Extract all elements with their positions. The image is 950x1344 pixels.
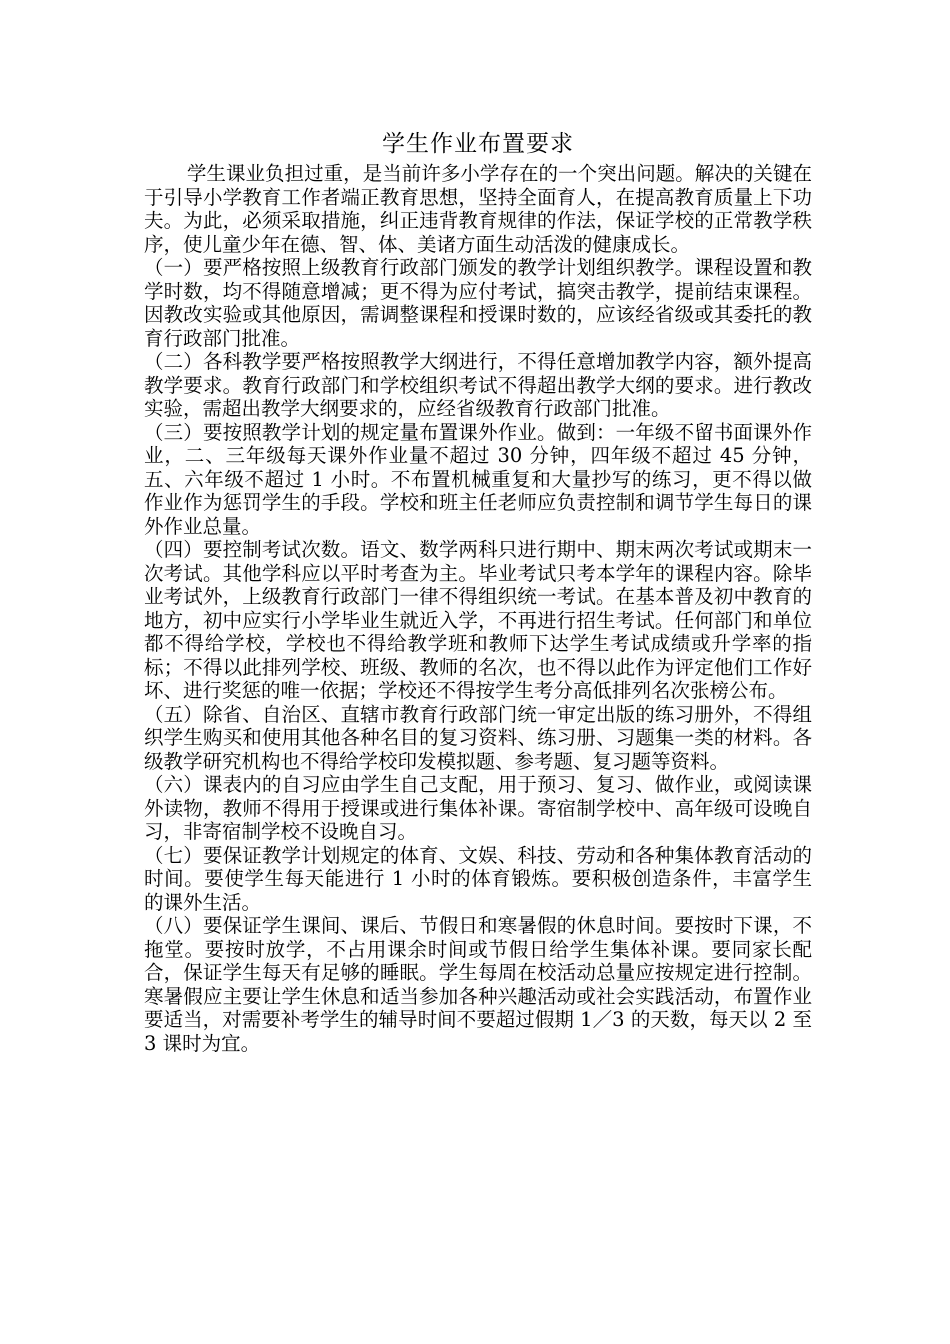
requirement-item-6: （六）课表内的自习应由学生自己支配，用于预习、复习、做作业，或阅读课外读物，教师不得用于授课或进行集体补课。寄宿制学校中、高年级可设晚自习，非寄宿制学校不设晚自习。: [144, 773, 812, 843]
intro-paragraph: 学生课业负担过重，是当前许多小学存在的一个突出问题。解决的关键在于引导小学教育工作者端正教育思想，坚持全面育人，在提高教育质量上下功夫。为此，必须采取措施，纠正违背教育规律的作法，保证学校的正常教学秩序，使儿童少年在德、智、体、美诸方面生动活泼的健康成长。: [144, 162, 812, 256]
requirement-item-7: （七）要保证教学计划规定的体育、文娱、科技、劳动和各种集体教育活动的时间。要使学生每天能进行 1 小时的体育锻炼。要积极创造条件，丰富学生的课外生活。: [144, 843, 812, 914]
requirement-item-1: （一）要严格按照上级教育行政部门颁发的教学计划组织教学。课程设置和教学时数，均不得随意增减；更不得为应付考试，搞突击教学，提前结束课程。因教改实验或其他原因，需调整课程和授课时数的，应该经省级或其委托的教育行政部门批准。: [144, 256, 812, 350]
document-page: [144, 128, 812, 1055]
requirement-item-4: （四）要控制考试次数。语文、数学两科只进行期中、期末两次考试或期末一次考试。其他学科应以平时考查为主。毕业考试只考本学年的课程内容。除毕业考试外，上级教育行政部门一律不得组织统一考试。在基本普及初中教育的地方，初中应实行小学毕业生就近入学，不再进行招生考试。任何部门和单位都不得给学校，学校也不得给教学班和教师下达学生考试成绩或升学率的指标；不得以此排列学校、班级、教师的名次，也不得以此作为评定他们工作好坏、进行奖惩的唯一依据；学校还不得按学生考分高低排列名次张榜公布。: [144, 538, 812, 702]
document-title: 学生作业布置要求: [382, 131, 574, 157]
requirement-item-5: （五）除省、自治区、直辖市教育行政部门统一审定出版的练习册外，不得组织学生购买和使用其他各种名目的复习资料、练习册、习题集一类的材料。各级教学研究机构也不得给学校印发模拟题、参考题、复习题等资料。: [144, 702, 812, 773]
requirement-item-8: （八）要保证学生课间、课后、节假日和寒暑假的休息时间。要按时下课，不拖堂。要按时放学，不占用课余时间或节假日给学生集体补课。要同家长配合，保证学生每天有足够的睡眠。学生每周在校活动总量应按规定进行控制。寒暑假应主要让学生休息和适当参加各种兴趣活动或社会实践活动，布置作业要适当，对需要补考学生的辅导时间不要超过假期 1／3 的天数，每天以 2 至 3 课时为宜。: [144, 914, 812, 1055]
requirement-item-2: （二）各科教学要严格按照教学大纲进行，不得任意增加教学内容，额外提高教学要求。教育行政部门和学校组织考试不得超出教学大纲的要求。进行教改实验，需超出教学大纲要求的，应经省级教育行政部门批准。: [144, 350, 812, 420]
requirement-item-3: （三）要按照教学计划的规定量布置课外作业。做到：一年级不留书面课外作业，二、三年级每天课外作业量不超过 30 分钟，四年级不超过 45 分钟，五、六年级不超过 1 小时。不布置机械重复和大量抄写的练习，更不得以做作业作为惩罚学生的手段。学校和班主任老师应负责控制和调节学生每日的课外作业总量。: [144, 420, 812, 538]
